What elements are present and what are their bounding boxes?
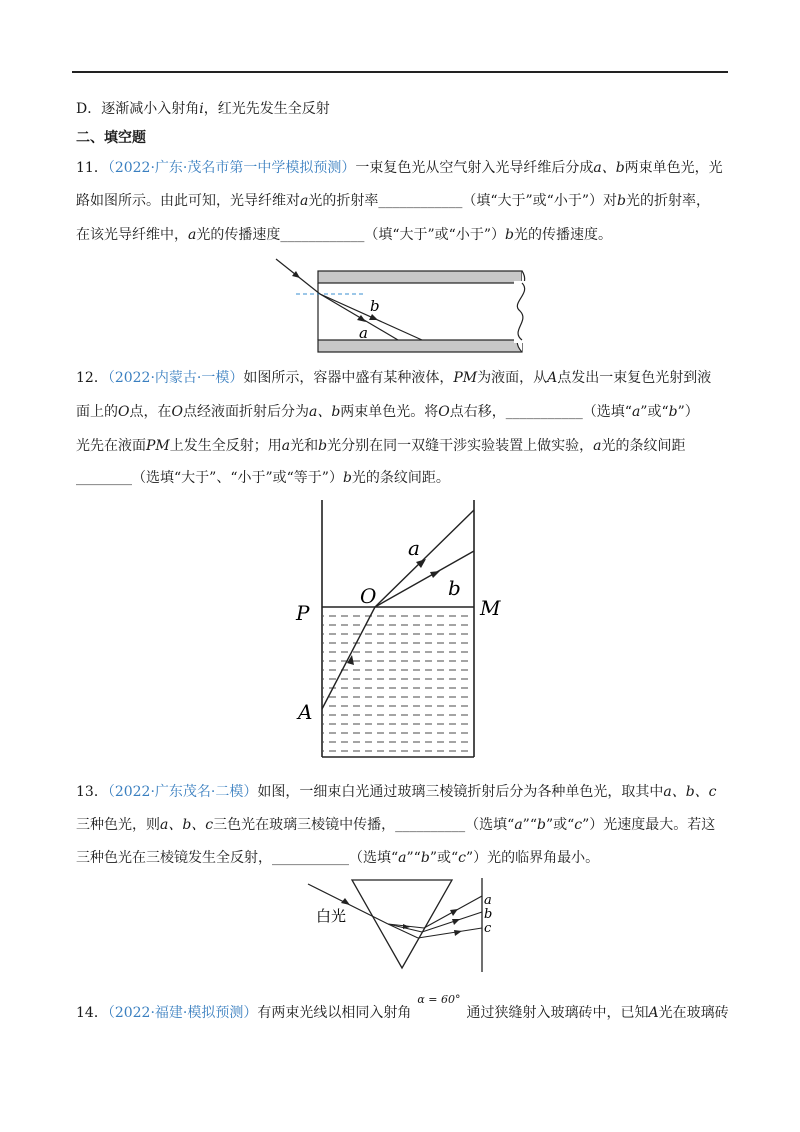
q12-line-2 [76,402,699,422]
q13-text: ”）光的临界角最小。 [465,850,600,866]
q13-number: 13． [76,784,108,800]
q14-formula: α = 60° [417,993,461,1006]
label-b: b [370,297,380,315]
q11-blank-2: 光的传播速度____________（填“大于”或“小于”） [196,227,505,243]
option-d [76,99,330,119]
q13-blank-2: 三种色光在三棱镜发生全反射，___________（选填“ [76,850,399,866]
q13-text: ”或“ [429,850,459,866]
q13-var: a [398,850,407,866]
label-P: P [296,601,310,625]
q13-text: ”或“ [545,817,575,833]
ray-c [418,928,482,938]
q12-source: （2022·内蒙古·一模） [107,370,244,386]
label-c: c [484,921,492,936]
q12-number: 12． [76,370,108,386]
q12-var: b [342,470,352,486]
q12-blank-2: ________（选填“大于”、“小于”或“等于”） [76,470,343,486]
q13-prism-figure [300,872,510,977]
q13-line-1 [76,782,717,802]
q12-var: b [318,438,328,454]
q12-text: 光先在液面 [76,438,146,454]
q12-text: 光的条纹间距。 [351,470,450,486]
q12-var: O [171,404,183,420]
label-white-light: 白光 [316,907,347,925]
option-d-text: D．逐渐减小入射角 [76,101,200,117]
q12-text: 两束单色光。将 [340,404,439,420]
q11-text: 光的传播速度。 [513,227,612,243]
label-a: a [359,324,368,342]
q11-var: a [188,227,197,243]
q12-var: PM [453,370,478,386]
q13-var: a [514,817,523,833]
q12-line-4 [76,468,450,488]
q11-line-1 [76,158,723,178]
q13-line-2 [76,815,715,835]
section-title: 二、填空题 [76,130,146,146]
q12-var: a、b [308,404,341,420]
q12-text: ”） [677,404,699,420]
q12-var: O [438,404,450,420]
q13-text: 如图，一细束白光通过玻璃三棱镜折射后分为各种单色光，取其中 [257,784,664,800]
q14-source: （2022·福建·模拟预测） [107,1005,258,1021]
q12-var: b [668,404,678,420]
q12-text: 点经液面折射后分为 [182,404,309,420]
q12-text: 光分别在同一双缝干涉实验装置上做实验， [327,438,594,454]
q12-text: ”或“ [640,404,669,420]
q11-text: 一束复色光从空气射入光导纤维后分成 [355,160,594,176]
q12-var: PM [146,438,170,454]
q13-text: 三种色光，则 [76,817,160,833]
q12-var: O [118,404,130,420]
q12-blank-1: 点右移，___________（选填“ [449,404,632,420]
q14-text: 有两束光线以相同入射角 [257,1005,412,1021]
q12-var: a [281,438,291,454]
q11-line-2 [76,191,710,211]
q12-var: A [547,370,558,386]
q12-line-3 [76,436,685,456]
q12-text: 如图所示，容器中盛有某种液体， [243,370,454,386]
q13-blank-1: 三色光在玻璃三棱镜中传播，__________（选填“ [213,817,515,833]
q14-text: 通过狭缝射入玻璃砖中，已知 [466,1005,649,1021]
q12-text: 上发生全反射；用 [169,438,282,454]
q12-text: 面上的 [76,404,118,420]
q11-number: 11． [76,160,108,176]
q12-text: 点，在 [129,404,172,420]
label-a: a [484,893,492,908]
q11-fiber-figure [270,253,540,358]
q12-container-figure [292,495,522,765]
q14-number: 14． [76,1005,108,1021]
q11-var: a、b [593,160,625,176]
q11-var: b [505,227,514,243]
q12-var: a [631,404,641,420]
q12-text: 光和 [290,438,319,454]
prism [352,880,452,968]
q13-source: （2022·广东茂名·二模） [107,784,258,800]
label-a: a [408,536,420,560]
q13-text: ”）光速度最大。若这 [582,817,716,833]
q13-var: b [420,850,430,866]
q12-line-1 [76,368,711,388]
q11-text: 光的折射率， [625,193,710,209]
q11-text: 路如图所示。由此可知，光导纤维对 [76,193,300,209]
q11-line-3 [76,225,612,245]
q13-var: c [574,817,583,833]
q13-var: c [458,850,466,866]
q13-var: a、b、c [160,817,214,833]
q13-var: b [537,817,546,833]
q11-var: a [300,193,309,209]
q11-text: 在该光导纤维中， [76,227,188,243]
fiber-cladding-top [318,271,522,283]
q13-text: ”“ [522,817,537,833]
q12-text: 点发出一束复色光射到液 [557,370,712,386]
q12-text: 为液面，从 [477,370,548,386]
fiber-cladding-bottom [318,340,522,352]
q13-text: ”“ [406,850,421,866]
q12-text: 光的条纹间距 [601,438,686,454]
header-rule [72,71,728,73]
label-b: b [484,907,493,922]
label-b: b [448,576,461,600]
q13-line-3 [76,848,599,868]
q13-var: a、b、c [663,784,717,800]
q11-source: （2022·广东·茂名市第一中学模拟预测） [107,160,356,176]
label-O: O [360,584,377,608]
label-A: A [298,700,313,724]
option-d-var: i [199,101,204,117]
q11-var: b [617,193,626,209]
q12-var: a [593,438,602,454]
q11-blank-1: 光的折射率____________（填“大于”或“小于”）对 [308,193,617,209]
label-M: M [480,596,501,620]
option-d-tail: ，红光先发生全反射 [203,101,330,117]
q14-text: 光在玻璃砖 [658,1005,729,1021]
q14-var: A [648,1005,659,1021]
q11-text: 两束单色光，光 [624,160,723,176]
liquid [323,607,473,756]
